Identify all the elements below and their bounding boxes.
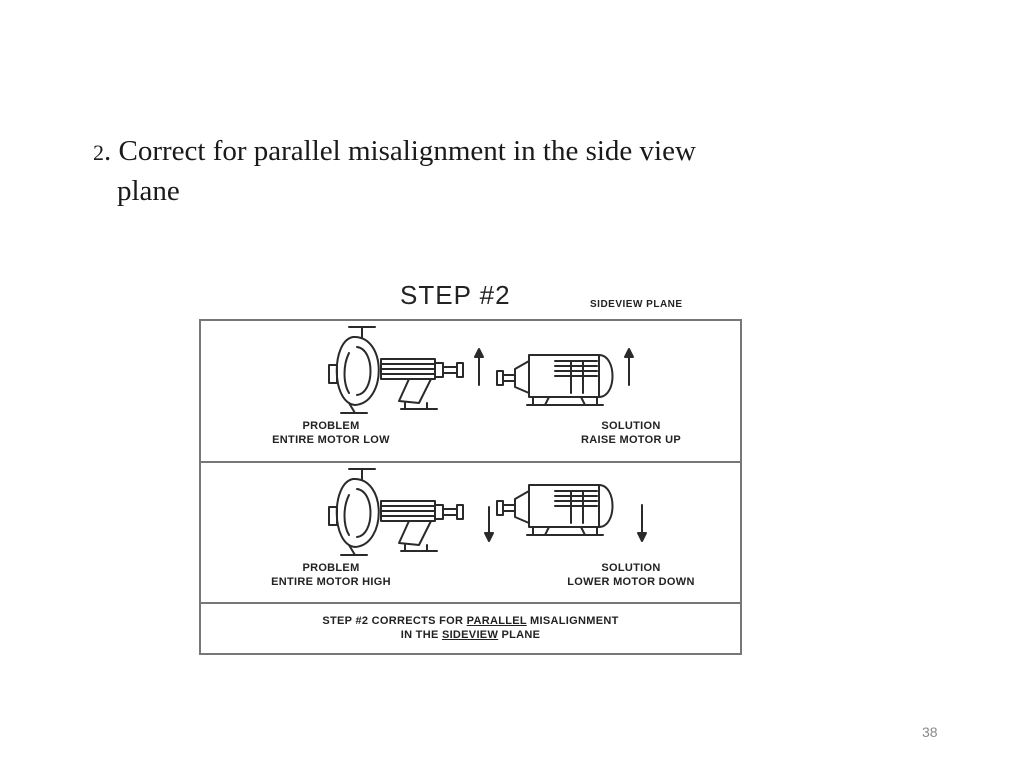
note-line2-emphasis: SIDEVIEW — [441, 629, 499, 641]
slide-heading — [93, 132, 893, 210]
note-line2-prefix: IN THE — [400, 629, 442, 641]
pump-drawing-1 — [329, 327, 463, 413]
motor-side-arrow-up-1 — [625, 349, 633, 385]
solution-caption-2 — [521, 561, 741, 589]
note-line1-suffix: MISALIGNMENT — [526, 615, 619, 627]
note-line1-emphasis: PARALLEL — [466, 615, 527, 627]
problem-title-1: PROBLEM — [302, 420, 360, 432]
motor-side-arrow-down-2 — [638, 505, 646, 541]
summary-note — [201, 614, 740, 642]
heading-number: 2 — [93, 140, 104, 165]
motor-drawing-1 — [497, 355, 613, 405]
problem-title-2: PROBLEM — [302, 562, 360, 574]
summary-note-line-2 — [201, 628, 740, 642]
heading-line-1: . Correct for parallel misalignment in the side view — [104, 135, 696, 167]
problem-caption-1 — [221, 419, 441, 447]
panel-divider-2 — [201, 602, 740, 604]
plane-label: SIDEVIEW PLANE — [590, 299, 683, 310]
note-line1-prefix: STEP #2 CORRECTS FOR — [322, 615, 467, 627]
pump-side-arrow-up-1 — [475, 349, 483, 385]
panel-divider-1 — [201, 461, 740, 463]
summary-note-line-1 — [201, 614, 740, 628]
motor-drawing-2 — [497, 485, 613, 535]
problem-caption-2 — [221, 561, 441, 589]
step-title: STEP #2 — [400, 280, 511, 310]
heading-line-2: plane — [117, 175, 180, 207]
solution-text-2: LOWER MOTOR DOWN — [567, 576, 695, 588]
note-line2-suffix: PLANE — [498, 629, 541, 641]
pump-drawing-2 — [329, 469, 463, 555]
diagram-box — [199, 319, 742, 655]
solution-text-1: RAISE MOTOR UP — [581, 434, 681, 446]
problem-text-2: ENTIRE MOTOR HIGH — [271, 576, 391, 588]
pump-side-arrow-down-2 — [485, 507, 493, 541]
problem-text-1: ENTIRE MOTOR LOW — [272, 434, 390, 446]
solution-caption-1 — [521, 419, 741, 447]
diagram-drawings — [201, 321, 744, 657]
solution-title-1: SOLUTION — [601, 420, 661, 432]
page-number: 38 — [922, 724, 938, 740]
solution-title-2: SOLUTION — [601, 562, 661, 574]
